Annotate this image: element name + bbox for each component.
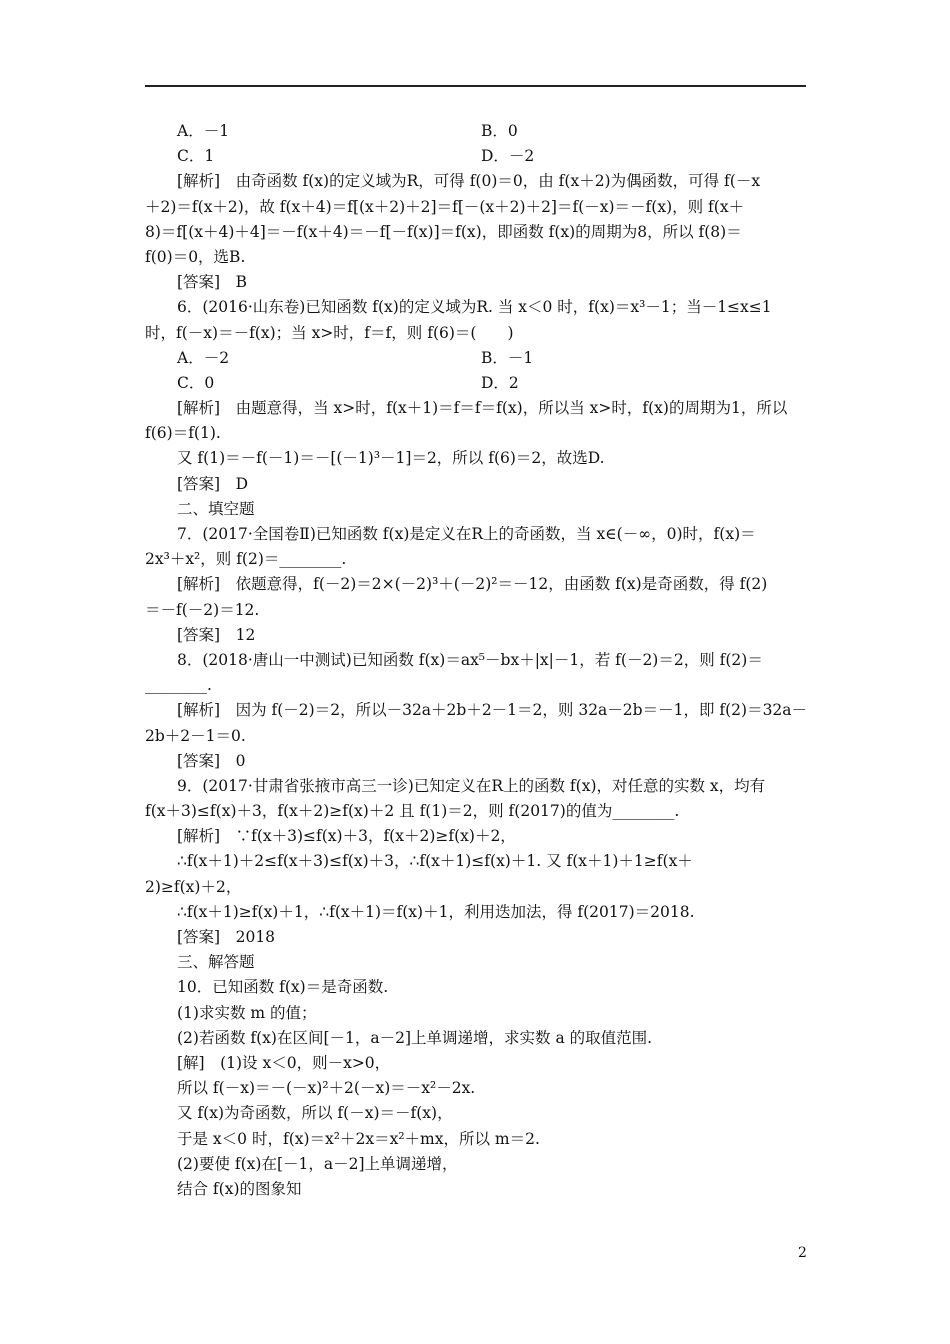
header-rule — [145, 85, 806, 87]
text-line: 又 f(x)为奇函数，所以 f(－x)＝－f(x)， — [177, 1104, 453, 1123]
answer-option: C．1 — [177, 147, 215, 166]
text-line: [解] (1)设 x＜0，则－x>0， — [177, 1053, 391, 1072]
answer-options-row — [145, 144, 806, 169]
text-line: ＝－f(－2)＝12. — [145, 600, 260, 619]
text-line: (2)若函数 f(x)在区间[－1，a－2]上单调递增，求实数 a 的取值范围. — [177, 1028, 653, 1047]
text-line: f(6)＝f(1). — [145, 424, 221, 443]
text-line: 2x³＋x²，则 f(2)＝________. — [145, 550, 347, 569]
text-line: [答案] 2018 — [177, 928, 276, 946]
page-number: 2 — [798, 1245, 807, 1261]
answer-options-row — [145, 346, 806, 371]
answer-options-row — [145, 371, 806, 396]
answer-options-row — [145, 119, 806, 144]
text-line: ＋2)＝f(x＋2)，故 f(x＋4)＝f[(x＋2)＋2]＝f[－(x＋2)＋2]＝f(－x)＝－f(x)，则 f(x＋ — [145, 197, 745, 216]
text-line: f(x＋3)≤f(x)＋3，f(x＋2)≥f(x)＋2 且 f(1)＝2，则 f(2017)的值为________. — [145, 802, 680, 821]
text-line: 9．(2017·甘肃省张掖市高三一诊)已知定义在R上的函数 f(x)，对任意的实数 x，均有 — [177, 776, 766, 795]
text-line: 2)≥f(x)＋2， — [145, 877, 242, 896]
text-line: 又 f(1)＝－f(－1)＝－[(－1)³－1]＝2，所以 f(6)＝2，故选D. — [177, 449, 605, 468]
answer-option: D．－2 — [481, 147, 535, 166]
text-line: 8)＝f[(x＋4)＋4]＝－f(x＋4)＝－f[－f(x)]＝f(x)，即函数 f(x)的周期为8，所以 f(8)＝ — [145, 222, 742, 241]
text-line: [答案] D — [177, 474, 249, 493]
text-line: [答案] B — [177, 273, 247, 292]
answer-option: A．－2 — [177, 348, 230, 367]
text-line: 所以 f(－x)＝－(－x)²＋2(－x)＝－x²－2x. — [177, 1079, 476, 1098]
text-line: 6．(2016·山东卷)已知函数 f(x)的定义域为R. 当 x＜0 时，f(x)＝x³－1；当－1≤x≤1 — [177, 298, 772, 317]
text-line: 于是 x＜0 时，f(x)＝x²＋2x＝x²＋mx，所以 m＝2. — [177, 1129, 540, 1148]
text-line: 7．(2017·全国卷Ⅱ)已知函数 f(x)是定义在R上的奇函数，当 x∈(－∞，0)时，f(x)＝ — [177, 525, 756, 543]
text-line: 三、解答题 — [177, 953, 255, 972]
text-line: 结合 f(x)的图象知 — [177, 1179, 302, 1198]
answer-option: B．－1 — [481, 348, 534, 367]
text-line: [解析] 由奇函数 f(x)的定义域为R，可得 f(0)＝0，由 f(x＋2)为偶函数，可得 f(－x — [177, 172, 761, 191]
text-line: (1)求实数 m 的值； — [177, 1003, 317, 1022]
text-line: f(0)＝0，选B. — [145, 247, 246, 266]
text-line: [解析] 由题意得，当 x>时，f(x＋1)＝f＝f＝f(x)，所以当 x>时，f(x)的周期为1，所以 — [177, 399, 788, 418]
document-body — [145, 119, 806, 1202]
text-line: 8．(2018·唐山一中测试)已知函数 f(x)＝ax⁵－bx＋|x|－1，若 f(－2)＝2，则 f(2)＝ — [177, 650, 763, 669]
text-line: [解析] ∵f(x＋3)≤f(x)＋3，f(x＋2)≥f(x)＋2， — [177, 827, 516, 846]
text-line: ∴f(x＋1)＋2≤f(x＋3)≤f(x)＋3，∴f(x＋1)≤f(x)＋1. 又 f(x＋1)＋1≥f(x＋ — [177, 852, 693, 871]
text-line: [解析] 依题意得，f(－2)＝2×(－2)³＋(－2)²＝－12，由函数 f(x)是奇函数，得 f(2) — [177, 575, 768, 594]
text-line: [答案] 0 — [177, 751, 246, 770]
text-line: ∴f(x＋1)≥f(x)＋1，∴f(x＋1)＝f(x)＋1，利用迭加法，得 f(2017)＝2018. — [177, 902, 695, 921]
answer-option: B．0 — [481, 122, 518, 140]
answer-option: C．0 — [177, 373, 215, 392]
answer-option: A．－1 — [177, 122, 230, 140]
text-line: [解析] 因为 f(－2)＝2，所以－32a＋2b＋2－1＝2，则 32a－2b＝－1，即 f(2)＝32a－ — [177, 701, 808, 720]
answer-option: D．2 — [481, 373, 519, 392]
text-line: 二、填空题 — [177, 499, 255, 518]
text-line: [答案] 12 — [177, 625, 256, 644]
text-line: 时，f(－x)＝－f(x)；当 x>时，f＝f，则 f(6)＝( ) — [145, 323, 514, 342]
text-line: (2)要使 f(x)在[－1，a－2]上单调递增， — [177, 1154, 458, 1173]
text-line: ________. — [145, 676, 212, 695]
text-line: 2b＋2－1＝0. — [145, 726, 246, 745]
text-line: 10．已知函数 f(x)＝是奇函数. — [177, 978, 389, 997]
